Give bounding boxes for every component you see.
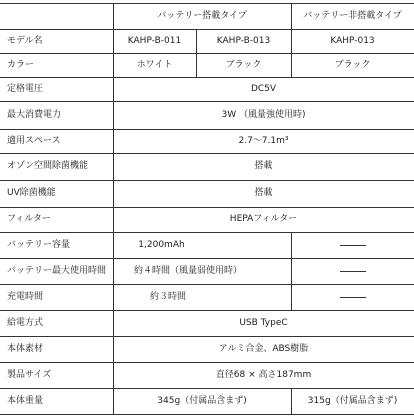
label-filter: フィルター — [7, 214, 51, 224]
color-b013: ブラック — [225, 59, 262, 70]
material-value: アルミ合金、ABS樹脂 — [218, 343, 309, 354]
model-b011: KAHP-B-011 — [127, 35, 182, 46]
model-013: KAHP-013 — [330, 35, 375, 46]
power-value: 3W （風量強使用時) — [221, 109, 306, 120]
label-weight: 本体重量 — [7, 395, 44, 406]
header-no-battery-type: バッテリー非搭載タイプ — [303, 10, 402, 21]
label-space: 適用スペース — [7, 135, 61, 146]
filter-value: HEPAフィルター — [229, 214, 298, 224]
label-voltage: 定格電圧 — [7, 83, 44, 94]
uv-value: 搭載 — [254, 188, 273, 198]
label-color: カラー — [7, 59, 35, 70]
runtime-none-dash — [340, 271, 366, 272]
weight-battery-value: 345g（付属品含まず) — [157, 395, 247, 406]
charge-value: 約３時間 — [149, 291, 186, 302]
model-b013: KAHP-B-013 — [216, 35, 271, 46]
label-model: モデル名 — [7, 35, 43, 46]
capacity-none-dash — [340, 245, 366, 246]
rule — [0, 414, 414, 415]
rule — [291, 232, 292, 310]
supply-value: USB TypeC — [239, 317, 288, 328]
color-b011: ホワイト — [136, 59, 173, 70]
label-ozone: オゾン空間除菌機能 — [7, 161, 89, 171]
color-013: ブラック — [334, 59, 371, 70]
label-size: 製品サイズ — [7, 369, 52, 380]
space-value: 2.7〜7.1m³ — [238, 135, 289, 146]
label-power: 最大消費電力 — [7, 109, 62, 120]
label-capacity: バッテリー容量 — [7, 239, 71, 250]
header-battery-type: バッテリー搭載タイプ — [157, 10, 247, 21]
charge-none-dash — [340, 297, 366, 298]
label-charge: 充電時間 — [7, 291, 44, 302]
ozone-value: 搭載 — [254, 161, 273, 171]
capacity-value: 1,200mAh — [138, 239, 185, 250]
label-supply: 給電方式 — [7, 317, 44, 328]
size-value: 直径68 × 高さ187mm — [215, 369, 312, 380]
label-material: 本体素材 — [7, 343, 44, 354]
label-runtime: バッテリー最大使用時間 — [7, 265, 107, 276]
runtime-value: 約４時間（風量弱使用時） — [133, 265, 242, 276]
voltage-value: DC5V — [250, 83, 277, 94]
label-uv: UV除菌機能 — [7, 188, 56, 198]
weight-no-battery-value: 315g（付属品含まず) — [307, 395, 398, 406]
